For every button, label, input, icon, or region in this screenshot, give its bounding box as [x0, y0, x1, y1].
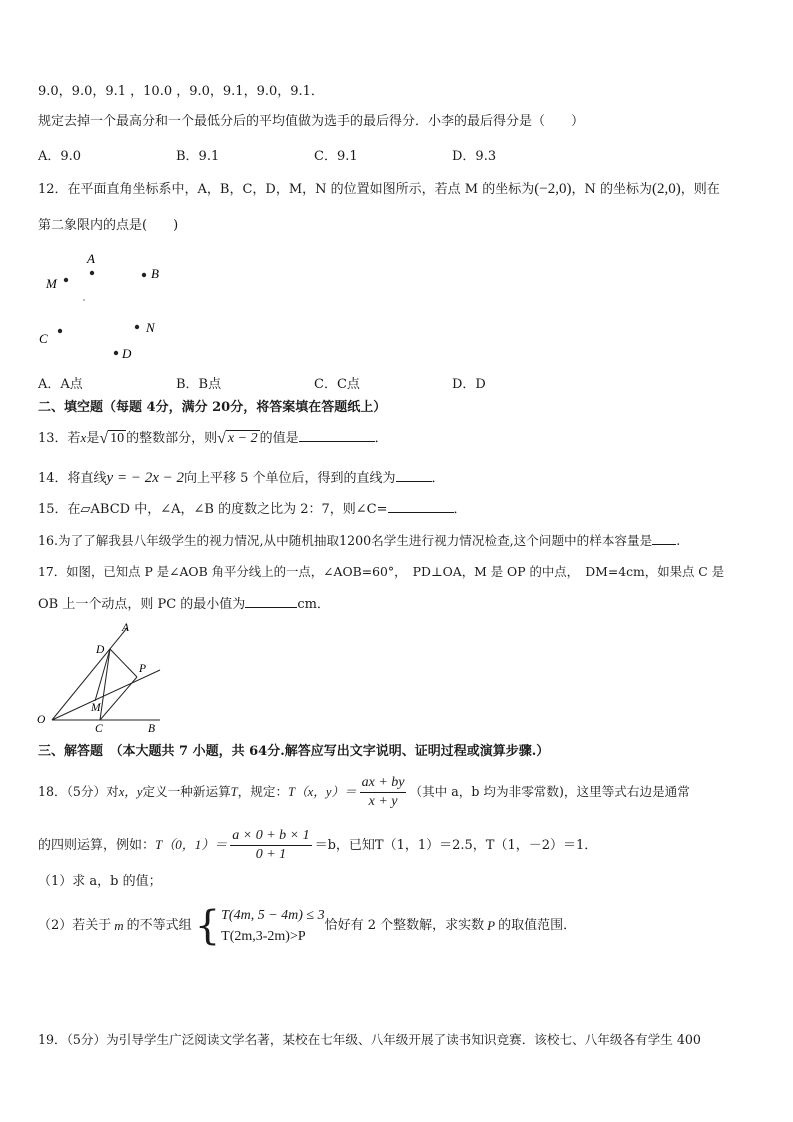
inequality-system — [221, 905, 324, 947]
ray-oa — [52, 628, 127, 720]
label-n: N — [146, 320, 155, 335]
q18-part2: （2）若关于 m 的不等式组 { T(4m, 5 − 4m) ≤ 3 T(2m,3-2m)>P 恰好有 2 个整数解，求实数 P 的取值范围． — [38, 903, 577, 949]
q12-line2: 第二象限内的点是( ) — [38, 218, 179, 233]
origin-dot — [83, 299, 85, 301]
q18-line1: 18．（5分）对x，y定义一种新运算T，规定：T（x，y）＝ $\frac{ax + by}{x + y}$ （其中 a，b 均为非零常数)，这里等式右边是通常 — [38, 775, 690, 809]
q11-scores-line: 9.0，9.0，9.1 ，10.0 ，9.0，9.1，9.0，9.1． — [38, 84, 324, 99]
q18-part1: （1）求 a，b 的值； — [38, 874, 162, 889]
point-n — [135, 325, 139, 329]
q16-answer-blank[interactable] — [652, 530, 676, 545]
label-c: C — [95, 723, 103, 735]
fraction-ax-by: $\frac{ax + by}{x + y}$ — [361, 775, 405, 809]
q12-option-a: A．A点 — [38, 377, 83, 392]
segment-dm — [95, 649, 110, 701]
q12-option-c: C．C点 — [314, 377, 360, 392]
q11-option-b: B．9.1 — [176, 149, 220, 164]
inequality-2: T(2m,3-2m)>P — [221, 929, 306, 944]
q14: 14．将直线y = − 2x − 2向上平移 5 个单位后，得到的直线为 ． — [38, 467, 445, 488]
point-a — [90, 271, 94, 275]
label-d: D — [122, 346, 132, 361]
q12-figure — [30, 250, 180, 365]
label-a: A — [87, 251, 95, 266]
label-m: M — [91, 702, 101, 714]
q11-option-a: A．9.0 — [38, 149, 82, 164]
q11-option-d: D．9.3 — [452, 149, 497, 164]
system-brace: { — [194, 903, 221, 949]
q17-line1: 17．如图，已知点 P 是∠AOB 角平分线上的一点，∠AOB=60°， PD⊥OA，M 是 OP 的中点， DM=4cm，如果点 C 是 — [38, 564, 725, 579]
point-b — [142, 273, 146, 277]
q15: 15．在▱ABCD 中，∠A，∠B 的度数之比为 2：7，则∠C= ． — [38, 498, 467, 519]
label-b: B — [151, 266, 159, 281]
q19: 19．（5分）为引导学生广泛阅读文学名著，某校在七年级、八年级开展了读书知识竞赛．该校七、八年级各有学生 400 — [38, 1032, 701, 1047]
label-d: D — [96, 644, 105, 656]
q12-option-d: D．D — [452, 377, 486, 392]
q17-line2: OB 上一个动点，则 PC 的最小值为 cm． — [38, 593, 330, 614]
q17-answer-blank[interactable] — [245, 593, 297, 608]
point-d — [114, 351, 118, 355]
q12-option-b: B．B点 — [176, 377, 222, 392]
fraction-example: $\frac{a \times 0 + b \times 1}{0 + 1}$ — [232, 828, 310, 862]
q11-question: 规定去掉一个最高分和一个最低分后的平均值做为选手的最后得分．小李的最后得分是（ ） — [38, 114, 585, 129]
q17-figure — [30, 620, 170, 738]
point-c — [58, 329, 62, 333]
q18-line2: 的四则运算，例如：T（0，1）＝ $\frac{a \times 0 + b \times 1}{0 + 1}$ ＝b，已知T（1，1）＝2.5，T（1，－2）＝1． — [38, 828, 598, 862]
section3-heading: 三、解答题 （本大题共 7 小题，共 64分.解答应写出文字说明、证明过程或演算步骤.） — [38, 744, 550, 759]
q15-answer-blank[interactable] — [388, 498, 454, 513]
label-b: B — [148, 723, 156, 735]
label-c: C — [39, 331, 48, 346]
coord-n: (2,0) — [651, 181, 681, 197]
sqrt-10: √ 10 — [99, 429, 125, 447]
q16: 16.为了了解我县八年级学生的视力情况,从中随机抽取1200名学生进行视力情况检查,这个问题中的样本容量是 . — [38, 530, 680, 550]
segment-pd — [110, 649, 137, 677]
inequality-1: T(4m, 5 − 4m) ≤ 3 — [221, 908, 325, 923]
coord-m: (−2,0) — [534, 181, 572, 197]
label-p: P — [139, 663, 147, 675]
q13-answer-blank[interactable] — [299, 427, 375, 442]
label-o: O — [37, 714, 46, 726]
q12-line1: 12．在平面直角坐标系中，A，B，C，D，M，N 的位置如图所示，若点 M 的坐标为(−2,0)，N 的坐标为(2,0)，则在 — [38, 181, 720, 197]
sqrt-x-minus-2: √ x − 2 — [217, 429, 258, 447]
label-a: A — [122, 622, 130, 634]
q11-option-c: C．9.1 — [314, 149, 358, 164]
point-m — [64, 278, 68, 282]
q13: 13．若x是 √ 10 的整数部分，则 √ x − 2 的值是 ． — [38, 427, 388, 450]
q14-answer-blank[interactable] — [396, 467, 432, 482]
section2-heading: 二、填空题（每题 4分，满分 20分，将答案填在答题纸上） — [38, 400, 387, 415]
label-m: M — [46, 276, 57, 291]
